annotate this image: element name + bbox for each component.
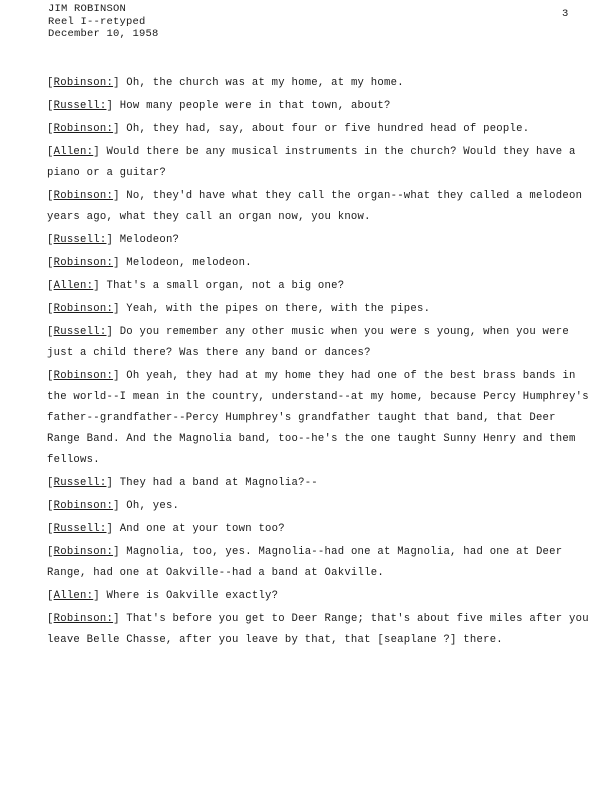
speaker-name: Allen: — [53, 590, 94, 602]
transcript-body — [47, 73, 592, 653]
utterance-text: No, they'd have what they call the organ--what they called a melodeon years ago, what they call an organ now, you know. — [47, 190, 583, 223]
transcript-entry: [Robinson:] Magnolia, too, yes. Magnolia--had one at Magnolia, had one at Deer Range, had one at Oakville--had a band at Oakville. — [47, 546, 563, 579]
utterance-text: Do you remember any other music when you were s young, when you were just a child there? Was there any band or dances? — [47, 326, 569, 359]
utterance-text: They had a band at Magnolia?-- — [119, 477, 318, 489]
utterance-text: And one at your town too? — [119, 523, 285, 535]
speaker-name: Robinson: — [53, 257, 114, 269]
transcript-entry: [Robinson:] Oh, yes. — [47, 500, 180, 512]
utterance-text: Melodeon, melodeon. — [126, 257, 252, 269]
transcript-entry: [Robinson:] Oh, they had, say, about four or five hundred head of people. — [47, 123, 530, 135]
utterance-text: That's a small organ, not a big one? — [106, 280, 345, 292]
transcript-entry: [Robinson:] Yeah, with the pipes on there, with the pipes. — [47, 303, 431, 315]
header-name: JIM ROBINSON — [48, 3, 127, 15]
speaker-name: Robinson: — [53, 190, 114, 202]
utterance-text: Oh, the church was at my home, at my home. — [126, 77, 404, 89]
transcript-entry: [Robinson:] That's before you get to Deer Range; that's about five miles after you leave Belle Chasse, after you leave by that, that [seaplane ?] there. — [47, 613, 589, 646]
page-header — [48, 3, 159, 41]
speaker-name: Russell: — [53, 523, 107, 535]
transcript-entry: [Allen:] Where is Oakville exactly? — [47, 590, 279, 602]
header-date: December 10, 1958 — [48, 28, 159, 40]
speaker-name: Allen: — [53, 146, 94, 158]
utterance-text: Magnolia, too, yes. Magnolia--had one at Magnolia, had one at Deer Range, had one at Oakville--had a band at Oakville. — [47, 546, 563, 579]
transcript-entry: [Allen:] That's a small organ, not a big one? — [47, 280, 345, 292]
transcript-entry: [Robinson:] Melodeon, melodeon. — [47, 257, 252, 269]
transcript-entry: [Allen:] Would there be any musical instruments in the church? Would they have a piano or a guitar? — [47, 146, 576, 179]
transcript-entry: [Robinson:] No, they'd have what they call the organ--what they called a melodeon years ago, what they call an organ now, you know. — [47, 190, 583, 223]
utterance-text: Where is Oakville exactly? — [106, 590, 279, 602]
speaker-name: Robinson: — [53, 77, 114, 89]
utterance-text: Oh yeah, they had at my home they had one of the best brass bands in the world--I mean in the country, understand--at my home, because Percy Humphrey's father--grandfather--Percy Humphrey's grandfather taught that band, that Deer Range Band. And the Magnolia band, too--he's the one taught Sunny Henry and them fellows. — [47, 370, 589, 466]
speaker-name: Robinson: — [53, 546, 114, 558]
utterance-text: Oh, yes. — [126, 500, 180, 512]
header-reel: Reel I--retyped — [48, 15, 146, 28]
utterance-text: That's before you get to Deer Range; that's about five miles after you leave Belle Chasse, after you leave by that, that [seaplane ?] there. — [47, 613, 589, 646]
transcript-entry: [Russell:] And one at your town too? — [47, 523, 285, 535]
transcript-entry: [Russell:] How many people were in that town, about? — [47, 100, 391, 112]
speaker-name: Russell: — [53, 326, 107, 338]
speaker-name: Robinson: — [53, 123, 114, 135]
utterance-text: Melodeon? — [119, 234, 180, 246]
utterance-text: Would there be any musical instruments in the church? Would they have a piano or a guitar? — [47, 146, 576, 179]
speaker-name: Russell: — [53, 477, 107, 489]
utterance-text: How many people were in that town, about? — [119, 100, 391, 112]
speaker-name: Russell: — [53, 234, 107, 246]
speaker-name: Robinson: — [53, 370, 114, 382]
transcript-entry: [Russell:] Do you remember any other music when you were s young, when you were just a child there? Was there any band or dances? — [47, 326, 569, 359]
transcript-entry: [Russell:] They had a band at Magnolia?-- — [47, 477, 318, 489]
speaker-name: Robinson: — [53, 303, 114, 315]
page-number: 3 — [562, 8, 569, 20]
transcript-entry: [Russell:] Melodeon? — [47, 234, 180, 246]
speaker-name: Allen: — [53, 280, 94, 292]
speaker-name: Robinson: — [53, 613, 114, 625]
transcript-entry: [Robinson:] Oh yeah, they had at my home they had one of the best brass bands in the world--I mean in the country, understand--at my home, because Percy Humphrey's father--grandfather--Percy Humphrey's grandfather taught that band, that Deer Range Band. And the Magnolia band, too--he's the one taught Sunny Henry and them fellows. — [47, 370, 589, 466]
speaker-name: Robinson: — [53, 500, 114, 512]
utterance-text: Yeah, with the pipes on there, with the pipes. — [126, 303, 431, 315]
transcript-entry: [Robinson:] Oh, the church was at my home, at my home. — [47, 77, 404, 89]
speaker-name: Russell: — [53, 100, 107, 112]
utterance-text: Oh, they had, say, about four or five hundred head of people. — [126, 123, 530, 135]
